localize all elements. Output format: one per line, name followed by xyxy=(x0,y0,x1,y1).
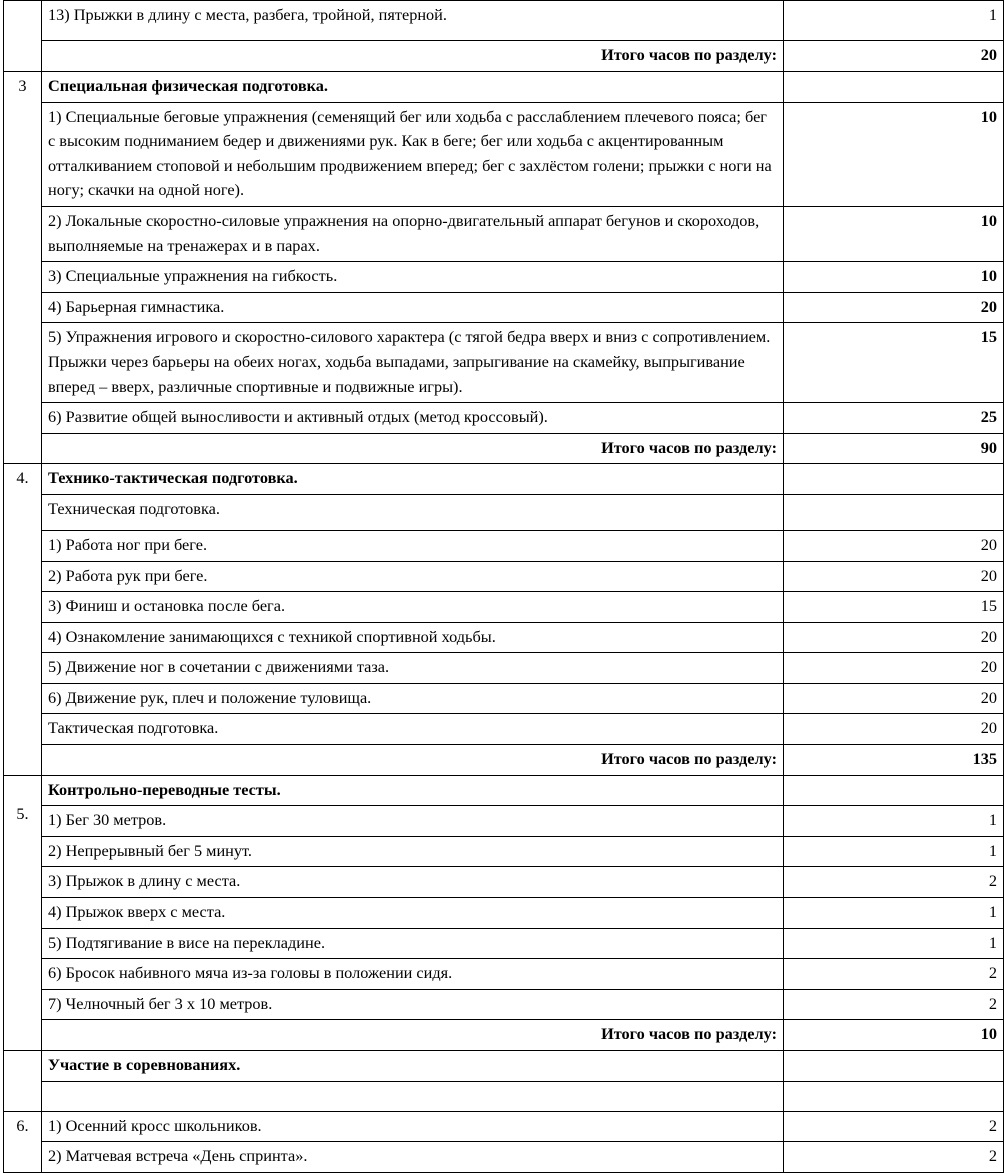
table-row xyxy=(4,928,1004,959)
subsection-title: Техническая подготовка. xyxy=(42,494,784,530)
empty-text-cell xyxy=(42,1081,784,1111)
item-text: 2) Работа рук при беге. xyxy=(42,561,784,592)
empty-hours-cell xyxy=(784,72,1004,103)
subsection-row xyxy=(4,494,1004,530)
section-number-cell xyxy=(4,1051,42,1112)
item-hours: 2 xyxy=(784,959,1004,990)
table-row xyxy=(4,1,1004,41)
section-total-label: Итого часов по разделу: xyxy=(42,745,784,776)
item-text: 4) Барьерная гимнастика. xyxy=(42,292,784,323)
section-title: Участие в соревнованиях. xyxy=(42,1051,784,1082)
item-text: 6) Движение рук, плеч и положение туловища. xyxy=(42,683,784,714)
item-text: 1) Специальные беговые упражнения (семенящий бег или ходьба с расслаблением плечевого пояса; бег с высоким подниманием бедер и движениями рук. Как в беге; бег или ходьба с акцентированным отталкиванием стоповой и небольшим продвижением вперед; бег с захлёстом голени; прыжки с ноги на ногу; скачки на одной ноге). xyxy=(42,102,784,206)
item-text: 2) Матчевая встреча «День спринта». xyxy=(42,1142,784,1173)
item-text: 4) Ознакомление занимающихся с техникой спортивной ходьбы. xyxy=(42,622,784,653)
item-text: Тактическая подготовка. xyxy=(42,714,784,745)
table-row xyxy=(4,262,1004,293)
section-number: 5. xyxy=(4,775,42,1050)
section-number-cell xyxy=(4,1,42,72)
section-number: 4. xyxy=(4,464,42,775)
item-text: 6) Бросок набивного мяча из-за головы в положении сидя. xyxy=(42,959,784,990)
section-total-hours: 10 xyxy=(784,1020,1004,1051)
item-hours: 15 xyxy=(784,592,1004,623)
table-row xyxy=(4,561,1004,592)
item-hours: 1 xyxy=(784,806,1004,837)
item-hours: 2 xyxy=(784,989,1004,1020)
table-row xyxy=(4,806,1004,837)
table-row xyxy=(4,898,1004,929)
section-title-row xyxy=(4,775,1004,806)
empty-row xyxy=(4,1081,1004,1111)
section-total-row xyxy=(4,433,1004,464)
item-text: 7) Челночный бег 3 х 10 метров. xyxy=(42,989,784,1020)
section-total-label: Итого часов по разделу: xyxy=(42,41,784,72)
table-row xyxy=(4,714,1004,745)
item-text: 6) Развитие общей выносливости и активный отдых (метод кроссовый). xyxy=(42,403,784,434)
section-title-row xyxy=(4,464,1004,495)
table-row xyxy=(4,989,1004,1020)
empty-hours-cell xyxy=(784,464,1004,495)
item-hours: 2 xyxy=(784,867,1004,898)
item-text: 3) Финиш и остановка после бега. xyxy=(42,592,784,623)
table-row xyxy=(4,206,1004,261)
training-plan-table xyxy=(3,0,1004,1173)
table-row xyxy=(4,530,1004,561)
item-hours: 20 xyxy=(784,653,1004,684)
table-row xyxy=(4,959,1004,990)
table-row xyxy=(4,683,1004,714)
table-row xyxy=(4,403,1004,434)
item-hours: 20 xyxy=(784,292,1004,323)
item-hours: 2 xyxy=(784,1142,1004,1173)
section-title: Технико-тактическая подготовка. xyxy=(42,464,784,495)
item-text: 3) Специальные упражнения на гибкость. xyxy=(42,262,784,293)
item-hours: 10 xyxy=(784,262,1004,293)
item-text: 4) Прыжок вверх с места. xyxy=(42,898,784,929)
item-hours: 15 xyxy=(784,323,1004,403)
item-text: 5) Упражнения игрового и скоростно-силового характера (с тягой бедра вверх и вниз с сопротивлением. Прыжки через барьеры на обеих ногах, ходьба выпадами, запрыгивание на скамейку, выпрыгивание вперед – вверх, различные спортивные и подвижные игры). xyxy=(42,323,784,403)
section-total-hours: 90 xyxy=(784,433,1004,464)
item-hours: 1 xyxy=(784,898,1004,929)
empty-hours-cell xyxy=(784,775,1004,806)
empty-hours-cell xyxy=(784,494,1004,530)
section-title-row xyxy=(4,72,1004,103)
table-row xyxy=(4,292,1004,323)
section-total-hours: 135 xyxy=(784,745,1004,776)
table-row xyxy=(4,1111,1004,1142)
table-row xyxy=(4,592,1004,623)
item-hours: 20 xyxy=(784,622,1004,653)
item-text: 1) Бег 30 метров. xyxy=(42,806,784,837)
section-title: Контрольно-переводные тесты. xyxy=(42,775,784,806)
section-total-hours: 20 xyxy=(784,41,1004,72)
item-hours: 1 xyxy=(784,836,1004,867)
table-row xyxy=(4,653,1004,684)
item-hours: 1 xyxy=(784,1,1004,41)
table-row xyxy=(4,867,1004,898)
table-row xyxy=(4,836,1004,867)
item-hours: 20 xyxy=(784,683,1004,714)
table-row xyxy=(4,622,1004,653)
item-text: 2) Непрерывный бег 5 минут. xyxy=(42,836,784,867)
item-hours: 10 xyxy=(784,102,1004,206)
section-title-row xyxy=(4,1051,1004,1082)
item-text: 5) Движение ног в сочетании с движениями таза. xyxy=(42,653,784,684)
item-text: 5) Подтягивание в висе на перекладине. xyxy=(42,928,784,959)
item-hours: 20 xyxy=(784,561,1004,592)
section-total-row xyxy=(4,41,1004,72)
item-text: 1) Осенний кросс школьников. xyxy=(42,1111,784,1142)
table-row xyxy=(4,102,1004,206)
item-hours: 25 xyxy=(784,403,1004,434)
section-number: 6. xyxy=(4,1111,42,1172)
item-hours: 2 xyxy=(784,1111,1004,1142)
table-row xyxy=(4,323,1004,403)
section-number: 3 xyxy=(4,72,42,464)
item-hours: 1 xyxy=(784,928,1004,959)
item-text: 13) Прыжки в длину с места, разбега, тройной, пятерной. xyxy=(42,1,784,41)
empty-hours-cell xyxy=(784,1081,1004,1111)
item-text: 3) Прыжок в длину с места. xyxy=(42,867,784,898)
item-hours: 20 xyxy=(784,530,1004,561)
table-row xyxy=(4,1142,1004,1173)
item-text: 1) Работа ног при беге. xyxy=(42,530,784,561)
item-hours: 20 xyxy=(784,714,1004,745)
section-total-row xyxy=(4,1020,1004,1051)
section-total-row xyxy=(4,745,1004,776)
section-total-label: Итого часов по разделу: xyxy=(42,1020,784,1051)
item-hours: 10 xyxy=(784,206,1004,261)
empty-hours-cell xyxy=(784,1051,1004,1082)
section-total-label: Итого часов по разделу: xyxy=(42,433,784,464)
section-title: Специальная физическая подготовка. xyxy=(42,72,784,103)
item-text: 2) Локальные скоростно-силовые упражнения на опорно-двигательный аппарат бегунов и скороходов, выполняемые на тренажерах и в парах. xyxy=(42,206,784,261)
